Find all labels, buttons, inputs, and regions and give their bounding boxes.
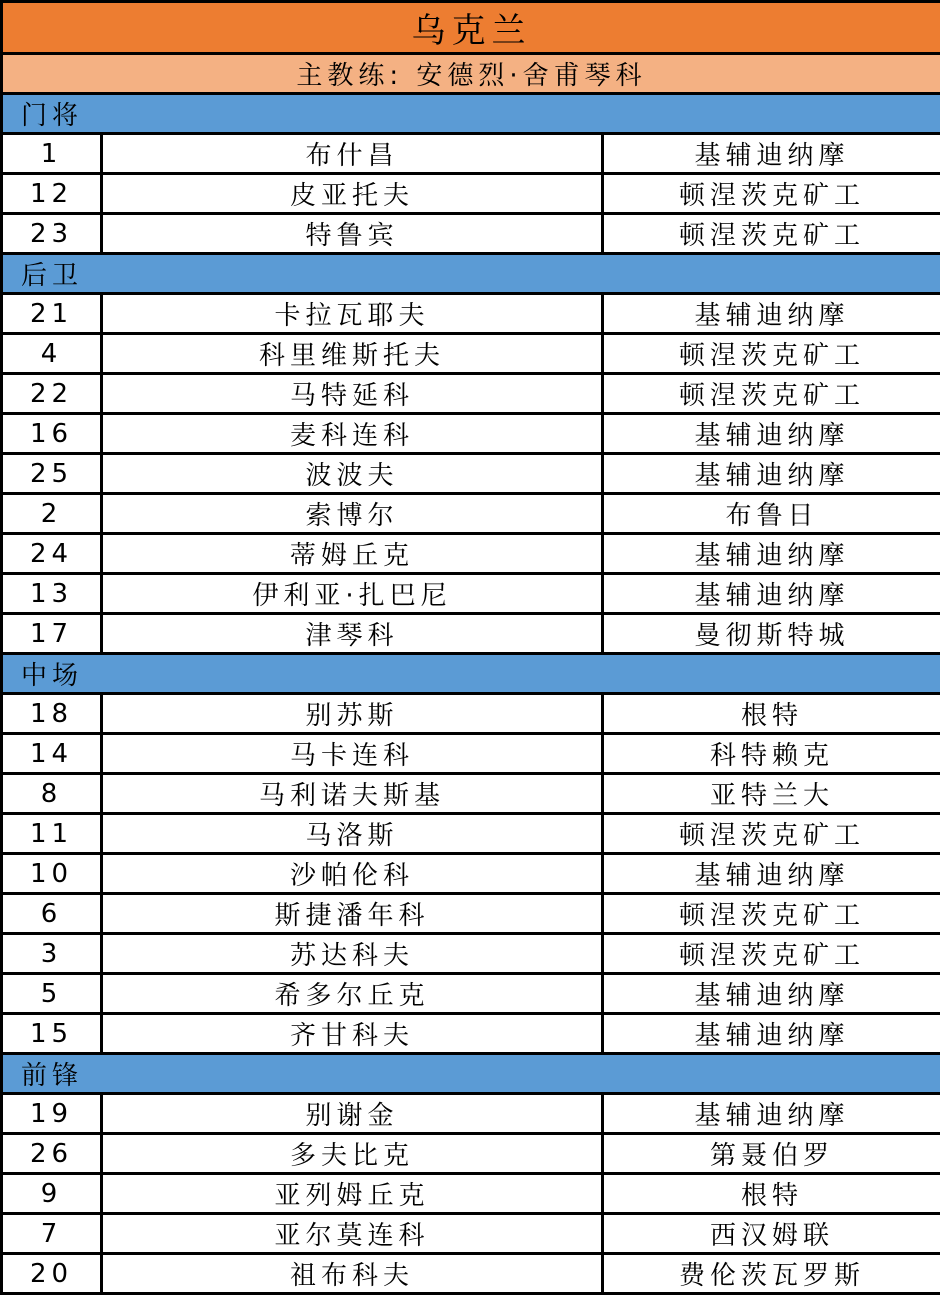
player-club: 基辅迪纳摩 bbox=[603, 574, 940, 614]
head-coach: 主教练: 安德烈·舍甫琴科 bbox=[2, 54, 940, 94]
player-number: 26 bbox=[2, 1134, 102, 1174]
player-number: 2 bbox=[2, 494, 102, 534]
player-club: 布鲁日 bbox=[603, 494, 940, 534]
player-number: 12 bbox=[2, 174, 102, 214]
player-club: 顿涅茨克矿工 bbox=[603, 894, 940, 934]
player-club: 基辅迪纳摩 bbox=[603, 1094, 940, 1134]
player-club: 基辅迪纳摩 bbox=[603, 854, 940, 894]
section-title: 门将 bbox=[2, 94, 940, 134]
player-name: 蒂姆丘克 bbox=[102, 534, 603, 574]
player-club: 根特 bbox=[603, 1174, 940, 1214]
player-name: 希多尔丘克 bbox=[102, 974, 603, 1014]
player-club: 基辅迪纳摩 bbox=[603, 1014, 940, 1054]
player-name: 科里维斯托夫 bbox=[102, 334, 603, 374]
player-number: 16 bbox=[2, 414, 102, 454]
player-club: 科特赖克 bbox=[603, 734, 940, 774]
player-row bbox=[2, 894, 940, 934]
player-row bbox=[2, 374, 940, 414]
coach-row bbox=[2, 54, 940, 94]
player-row bbox=[2, 1094, 940, 1134]
player-club: 费伦茨瓦罗斯 bbox=[603, 1254, 940, 1294]
player-row bbox=[2, 494, 940, 534]
player-club: 基辅迪纳摩 bbox=[603, 454, 940, 494]
player-club: 顿涅茨克矿工 bbox=[603, 934, 940, 974]
player-name: 亚尔莫连科 bbox=[102, 1214, 603, 1254]
team-title: 乌克兰 bbox=[2, 2, 940, 54]
player-row bbox=[2, 174, 940, 214]
player-number: 25 bbox=[2, 454, 102, 494]
player-number: 19 bbox=[2, 1094, 102, 1134]
player-club: 顿涅茨克矿工 bbox=[603, 174, 940, 214]
player-club: 第聂伯罗 bbox=[603, 1134, 940, 1174]
player-row bbox=[2, 134, 940, 174]
player-name: 马特延科 bbox=[102, 374, 603, 414]
player-row bbox=[2, 534, 940, 574]
player-club: 亚特兰大 bbox=[603, 774, 940, 814]
player-name: 特鲁宾 bbox=[102, 214, 603, 254]
player-club: 基辅迪纳摩 bbox=[603, 134, 940, 174]
player-row bbox=[2, 1014, 940, 1054]
player-name: 齐甘科夫 bbox=[102, 1014, 603, 1054]
player-row bbox=[2, 1214, 940, 1254]
player-club: 基辅迪纳摩 bbox=[603, 294, 940, 334]
player-number: 18 bbox=[2, 694, 102, 734]
player-name: 别谢金 bbox=[102, 1094, 603, 1134]
player-number: 24 bbox=[2, 534, 102, 574]
player-number: 23 bbox=[2, 214, 102, 254]
player-name: 苏达科夫 bbox=[102, 934, 603, 974]
player-number: 17 bbox=[2, 614, 102, 654]
player-number: 7 bbox=[2, 1214, 102, 1254]
player-number: 21 bbox=[2, 294, 102, 334]
section-title: 前锋 bbox=[2, 1054, 940, 1094]
player-name: 祖布科夫 bbox=[102, 1254, 603, 1294]
player-club: 顿涅茨克矿工 bbox=[603, 814, 940, 854]
player-name: 多夫比克 bbox=[102, 1134, 603, 1174]
player-row bbox=[2, 414, 940, 454]
player-number: 20 bbox=[2, 1254, 102, 1294]
player-row bbox=[2, 854, 940, 894]
player-club: 基辅迪纳摩 bbox=[603, 534, 940, 574]
player-row bbox=[2, 614, 940, 654]
player-row bbox=[2, 694, 940, 734]
player-number: 6 bbox=[2, 894, 102, 934]
player-club: 基辅迪纳摩 bbox=[603, 414, 940, 454]
section-header-row bbox=[2, 254, 940, 294]
player-row bbox=[2, 1254, 940, 1294]
player-name: 布什昌 bbox=[102, 134, 603, 174]
player-name: 别苏斯 bbox=[102, 694, 603, 734]
player-row bbox=[2, 214, 940, 254]
player-name: 伊利亚·扎巴尼 bbox=[102, 574, 603, 614]
player-number: 11 bbox=[2, 814, 102, 854]
player-row bbox=[2, 334, 940, 374]
player-row bbox=[2, 934, 940, 974]
player-club: 根特 bbox=[603, 694, 940, 734]
player-number: 9 bbox=[2, 1174, 102, 1214]
player-row bbox=[2, 574, 940, 614]
player-row bbox=[2, 814, 940, 854]
player-name: 马卡连科 bbox=[102, 734, 603, 774]
player-number: 3 bbox=[2, 934, 102, 974]
player-number: 15 bbox=[2, 1014, 102, 1054]
player-row bbox=[2, 294, 940, 334]
player-row bbox=[2, 1174, 940, 1214]
player-club: 顿涅茨克矿工 bbox=[603, 374, 940, 414]
player-name: 皮亚托夫 bbox=[102, 174, 603, 214]
player-row bbox=[2, 1134, 940, 1174]
player-number: 5 bbox=[2, 974, 102, 1014]
player-name: 马利诺夫斯基 bbox=[102, 774, 603, 814]
player-number: 8 bbox=[2, 774, 102, 814]
section-title: 中场 bbox=[2, 654, 940, 694]
player-row bbox=[2, 454, 940, 494]
player-club: 顿涅茨克矿工 bbox=[603, 334, 940, 374]
player-number: 4 bbox=[2, 334, 102, 374]
player-row bbox=[2, 974, 940, 1014]
player-club: 曼彻斯特城 bbox=[603, 614, 940, 654]
player-number: 13 bbox=[2, 574, 102, 614]
player-club: 顿涅茨克矿工 bbox=[603, 214, 940, 254]
title-row bbox=[2, 2, 940, 54]
section-header-row bbox=[2, 654, 940, 694]
player-name: 马洛斯 bbox=[102, 814, 603, 854]
player-name: 亚列姆丘克 bbox=[102, 1174, 603, 1214]
section-title: 后卫 bbox=[2, 254, 940, 294]
player-name: 波波夫 bbox=[102, 454, 603, 494]
player-number: 14 bbox=[2, 734, 102, 774]
player-name: 沙帕伦科 bbox=[102, 854, 603, 894]
player-row bbox=[2, 774, 940, 814]
player-name: 津琴科 bbox=[102, 614, 603, 654]
player-number: 10 bbox=[2, 854, 102, 894]
player-number: 1 bbox=[2, 134, 102, 174]
player-club: 西汉姆联 bbox=[603, 1214, 940, 1254]
player-number: 22 bbox=[2, 374, 102, 414]
player-name: 斯捷潘年科 bbox=[102, 894, 603, 934]
player-club: 基辅迪纳摩 bbox=[603, 974, 940, 1014]
section-header-row bbox=[2, 1054, 940, 1094]
section-header-row bbox=[2, 94, 940, 134]
player-name: 卡拉瓦耶夫 bbox=[102, 294, 603, 334]
player-name: 索博尔 bbox=[102, 494, 603, 534]
player-row bbox=[2, 734, 940, 774]
player-name: 麦科连科 bbox=[102, 414, 603, 454]
